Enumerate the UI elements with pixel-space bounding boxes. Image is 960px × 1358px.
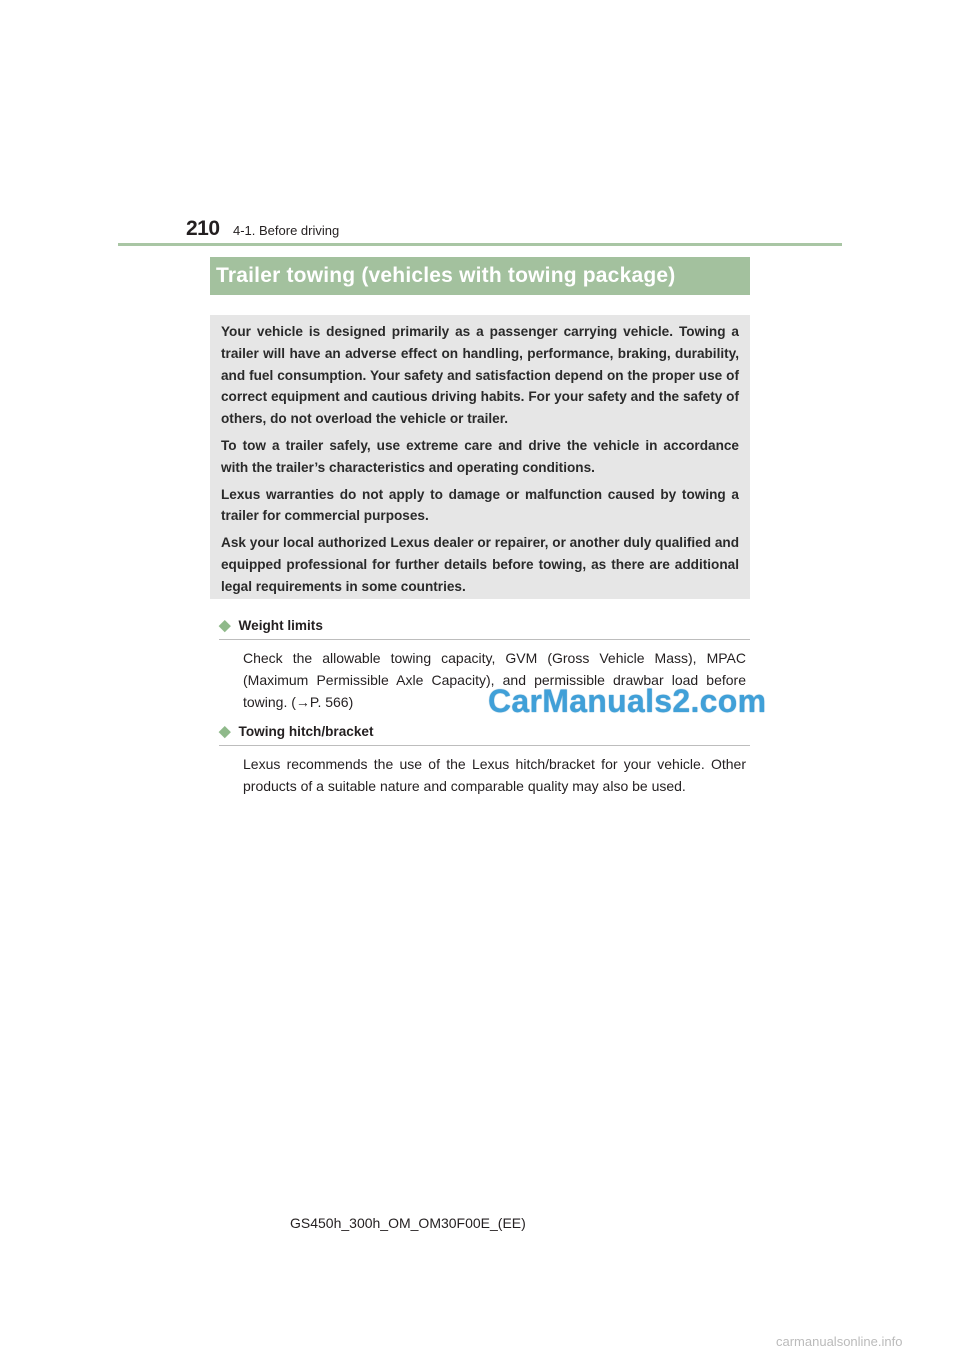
watermark-logo: CarManuals2.com [488, 683, 767, 719]
title-bar [210, 257, 750, 295]
diamond-icon: ◆ [219, 723, 231, 740]
weight-limits-heading [219, 616, 750, 640]
towing-hitch-body [243, 753, 746, 797]
header-rule [118, 243, 842, 246]
page-title: Trailer towing (vehicles with towing package) [216, 264, 676, 287]
weight-limits-rule [219, 639, 750, 640]
intro-box [210, 315, 750, 599]
towing-hitch-text: Lexus recommends the use of the Lexus hitch/bracket for your vehicle. Other products of a suitable nature and comparable quality may also be used. [243, 756, 746, 794]
towing-hitch-heading-text: Towing hitch/bracket [238, 724, 374, 739]
intro-paragraph: Lexus warranties do not apply to damage or malfunction caused by towing a trailer for commercial purposes. [221, 486, 739, 524]
weight-limits-text: Check the allowable towing capacity, GVM (Gross Vehicle Mass), MPAC (Maximum Permissible Axle Capacity), and permissible drawbar load before towing. (→P. 566) [243, 650, 746, 710]
intro-paragraph: To tow a trailer safely, use extreme care and drive the vehicle in accordance with the trailer’s characteristics and operating conditions. [221, 437, 739, 475]
weight-limits-heading-text: Weight limits [238, 618, 323, 633]
section-label: 4-1. Before driving [233, 223, 340, 238]
page-number: 210 [186, 217, 220, 240]
towing-hitch-rule [219, 745, 750, 746]
intro-paragraph: Your vehicle is designed primarily as a passenger carrying vehicle. Towing a trailer will have an adverse effect on handling, performance, braking, durability, and fuel consumption. Your safety and satisfaction depend on the proper use of correct equipment and cautious driving habits. For your safety and the safety of others, do not overload the vehicle or trailer. [221, 324, 739, 427]
towing-hitch-heading [219, 722, 750, 746]
intro-paragraph: Ask your local authorized Lexus dealer or repairer, or another duly qualified and equipped professional for further details before towing, as there are additional legal requirements in some countries. [221, 535, 739, 594]
diamond-icon: ◆ [219, 617, 231, 634]
footer-site-watermark: carmanualsonline.info [776, 1334, 903, 1349]
footer-document-code: GS450h_300h_OM_OM30F00E_(EE) [290, 1215, 526, 1231]
